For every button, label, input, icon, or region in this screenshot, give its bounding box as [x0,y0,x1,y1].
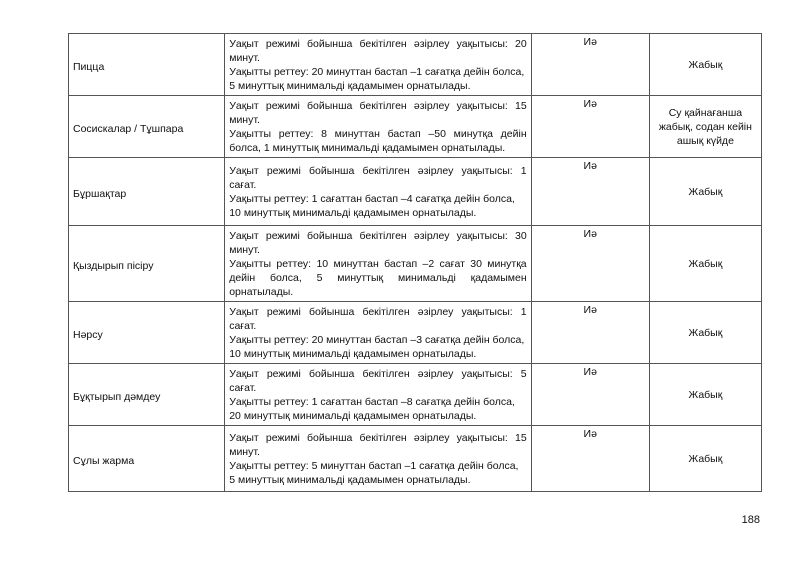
mode-name: Пицца [69,34,225,96]
mode-description [225,34,531,96]
mode-description [225,158,531,226]
description-line: Уақытты реттеу: 10 минуттан бастап –2 сағат 30 минутқа дейін болса, 5 минуттық минимальді қадамымен орнатылады. [229,258,527,298]
description-line: минут. [229,52,260,64]
description-line: 5 минуттық минимальді қадамымен орнатылады. [229,474,471,486]
description-line: Уақытты реттеу: 5 минуттан бастап –1 сағатқа дейін болса, [229,460,519,472]
lid-state: Жабық [649,158,761,226]
table-body [69,34,762,492]
description-line: Уақытты реттеу: 1 сағаттан бастап –8 сағатқа дейін болса, [229,396,515,408]
lid-state: Жабық [649,426,761,492]
description-line: Уақыт режимі бойынша бекітілген әзірлеу уақытысы: 30 [229,230,527,242]
mode-description [225,364,531,426]
description-line: 5 минуттық минимальді қадамымен орнатылады. [229,80,471,92]
table-row [69,226,762,302]
table-row [69,426,762,492]
lid-state: Жабық [649,226,761,302]
table-row [69,302,762,364]
description-line: сағат. [229,382,257,394]
mode-description [225,426,531,492]
description-line: сағат. [229,179,257,191]
description-line: Уақытты реттеу: 20 минуттан бастап –1 сағатқа дейін болса, [229,66,525,78]
lid-state: Жабық [649,34,761,96]
cooking-modes-table [68,33,762,492]
mode-name: Сұлы жарма [69,426,225,492]
mode-name: Нәрсу [69,302,225,364]
mode-name: Қыздырып пісіру [69,226,225,302]
option-yes: Иә [531,226,649,302]
table-row [69,34,762,96]
description-line: 10 минуттық минимальді қадамымен орнатылады. [229,207,477,219]
table-row [69,96,762,158]
option-yes: Иә [531,158,649,226]
lid-state: Су қайнағанша жабық, содан кейін ашық күйде [649,96,761,158]
option-yes: Иә [531,96,649,158]
description-line: Уақыт режимі бойынша бекітілген әзірлеу уақытысы: 5 [229,368,527,380]
description-line: 10 минуттық минимальді қадамымен орнатылады. [229,348,477,360]
mode-name: Бұқтырып дәмдеу [69,364,225,426]
mode-name: Бұршақтар [69,158,225,226]
description-line: минут. [229,244,260,256]
description-line: минут. [229,446,260,458]
lid-state: Жабық [649,302,761,364]
description-line: Уақыт режимі бойынша бекітілген әзірлеу уақытысы: 1 [229,306,527,318]
description-line: сағат. [229,320,257,332]
description-line: Уақытты реттеу: 20 минуттан бастап –3 сағатқа дейін болса, [229,334,525,346]
option-yes: Иә [531,364,649,426]
description-line: минут. [229,114,260,126]
mode-name: Сосискалар / Тұшпара [69,96,225,158]
description-line: Уақыт режимі бойынша бекітілген әзірлеу уақытысы: 15 [229,100,527,112]
description-line: Уақытты реттеу: 8 минуттан бастап –50 минутқа дейін болса, 1 минуттық минимальді қадамымен орнатылады. [229,128,527,154]
page-number: 188 [741,514,760,526]
lid-state: Жабық [649,364,761,426]
option-yes: Иә [531,34,649,96]
mode-description [225,96,531,158]
mode-description [225,302,531,364]
option-yes: Иә [531,302,649,364]
description-line: Уақытты реттеу: 1 сағаттан бастап –4 сағатқа дейін болса, [229,193,515,205]
table-row [69,158,762,226]
description-line: Уақыт режимі бойынша бекітілген әзірлеу уақытысы: 1 [229,165,527,177]
description-line: 20 минуттық минимальді қадамымен орнатылады. [229,410,477,422]
option-yes: Иә [531,426,649,492]
table-row [69,364,762,426]
description-line: Уақыт режимі бойынша бекітілген әзірлеу уақытысы: 15 [229,432,527,444]
mode-description [225,226,531,302]
description-line: Уақыт режимі бойынша бекітілген әзірлеу уақытысы: 20 [229,38,527,50]
